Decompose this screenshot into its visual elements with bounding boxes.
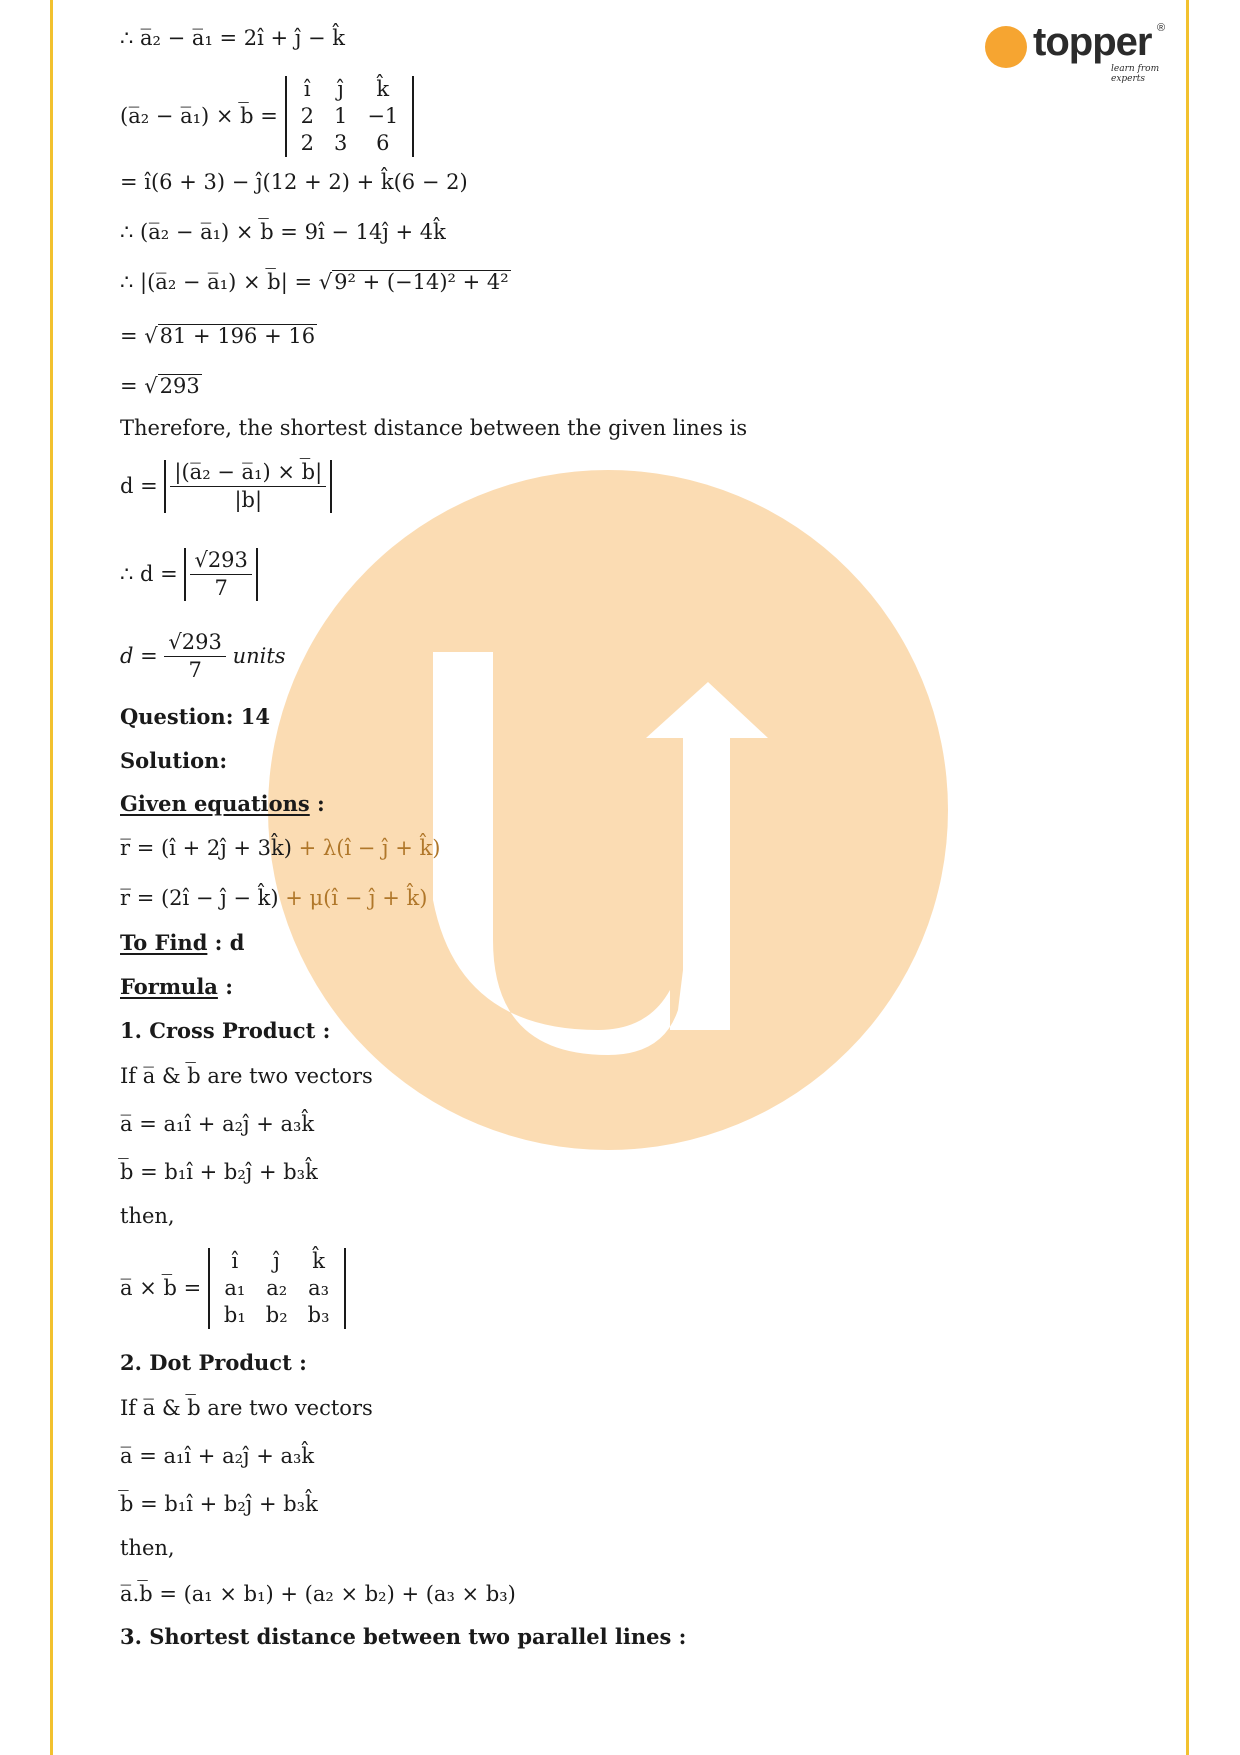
fraction-denominator: |b̅| — [234, 488, 263, 512]
root-prefix: = √ — [120, 374, 158, 398]
logo-badge-icon — [985, 26, 1027, 68]
equation-sum — [120, 324, 317, 347]
logo-registered-mark: ® — [1157, 22, 1166, 34]
det-cell: î — [231, 1249, 239, 1273]
cross-lhs: (a̅₂ − a̅₁) × b̅ = — [120, 104, 278, 128]
det-cell: k̂ — [312, 1249, 325, 1273]
solution-heading: Solution: — [120, 748, 228, 773]
dot-product-intro: If a̅ & b̅ are two vectors — [120, 1396, 373, 1420]
equation-diff-a: ∴ a̅₂ − a̅₁ = 2î + ĵ − k̂ — [120, 26, 346, 50]
given-label: Given equations — [120, 791, 310, 816]
cross-product-determinant — [120, 1248, 346, 1329]
det-cell: 3 — [333, 131, 348, 155]
to-find-label: To Find — [120, 930, 208, 955]
to-find-heading — [120, 932, 244, 953]
distance-lhs: d = — [120, 474, 158, 498]
det-cell: −1 — [367, 104, 399, 128]
cross-product-heading: 1. Cross Product : — [120, 1018, 331, 1043]
dot-product-formula: a̅.b̅ = (a₁ × b₁) + (a₂ × b₂) + (a₃ × b₃) — [120, 1582, 516, 1606]
line2-point: r̅ = (2î − ĵ − k̂) — [120, 886, 279, 910]
watermark-logo-icon — [268, 470, 948, 1150]
det-cell: 2 — [300, 104, 314, 128]
det-cell: b₂ — [265, 1303, 288, 1327]
equation-distance-value — [120, 548, 258, 601]
fraction-numerator: √293 — [164, 632, 225, 657]
equation-line-1 — [120, 838, 440, 859]
abs-bracket — [184, 548, 257, 601]
dot-product-heading: 2. Dot Product : — [120, 1350, 307, 1375]
det-cell: b₃ — [307, 1303, 330, 1327]
cross-then: then, — [120, 1204, 175, 1228]
line2-direction: + μ(î − ĵ + k̂) — [278, 886, 428, 910]
units-label: units — [232, 644, 286, 668]
cross-vector-b: b̅ = b₁î + b₂ĵ + b₃k̂ — [120, 1160, 318, 1184]
equation-cross-determinant — [120, 76, 414, 157]
det-cell: 1 — [333, 104, 348, 128]
dot-vector-a: a̅ = a₁î + a₂ĵ + a₃k̂ — [120, 1444, 315, 1468]
equation-distance-formula — [120, 460, 332, 513]
formula-colon: : — [217, 974, 233, 999]
dot-then: then, — [120, 1536, 175, 1560]
to-find-value: : d — [207, 930, 245, 955]
fraction — [170, 462, 326, 511]
sum-prefix: = √ — [120, 324, 158, 348]
det-cell: 6 — [376, 131, 390, 155]
cross-vector-a: a̅ = a₁î + a₂ĵ + a₃k̂ — [120, 1112, 315, 1136]
fraction-denominator: 7 — [214, 576, 228, 600]
question-number: Question: 14 — [120, 704, 270, 729]
abs-bracket — [164, 460, 332, 513]
equation-cross-result: ∴ (a̅₂ − a̅₁) × b̅ = 9î − 14ĵ + 4k̂ — [120, 220, 446, 244]
det-cell: 2 — [300, 131, 314, 155]
det-cell: ĵ — [337, 77, 344, 101]
equation-root — [120, 374, 202, 397]
det-cell: a₁ — [224, 1276, 246, 1300]
logo-tagline: learn from experts — [1111, 64, 1160, 84]
given-colon: : — [309, 791, 325, 816]
units-lhs: d = — [120, 644, 158, 668]
cross-general-lhs: a̅ × b̅ = — [120, 1276, 202, 1300]
equation-magnitude — [120, 270, 511, 293]
given-equations-heading — [120, 793, 325, 814]
topper-logo — [985, 20, 1166, 84]
page-border-left — [50, 0, 53, 1755]
formula-heading — [120, 976, 233, 997]
text-therefore: Therefore, the shortest distance between the given lines is — [120, 416, 748, 440]
equation-distance-units — [120, 632, 286, 681]
page-border-right — [1186, 0, 1189, 1755]
logo-text: topper — [1033, 20, 1152, 64]
equation-line-2 — [120, 888, 427, 909]
cross-product-intro: If a̅ & b̅ are two vectors — [120, 1064, 373, 1088]
det-cell: a₃ — [308, 1276, 330, 1300]
det-cell: a₂ — [266, 1276, 288, 1300]
fraction — [190, 550, 251, 599]
det-cell: k̂ — [376, 77, 390, 101]
shortest-distance-heading: 3. Shortest distance between two parallel lines : — [120, 1624, 687, 1649]
formula-label: Formula — [120, 974, 218, 999]
distance-value-lhs: ∴ d = — [120, 562, 178, 586]
root-radicand: 293 — [159, 374, 200, 398]
det-cell: b₁ — [223, 1303, 246, 1327]
determinant-matrix — [208, 1248, 346, 1329]
fraction-numerator: |(a̅₂ − a̅₁) × b̅| — [170, 462, 326, 487]
magnitude-lhs: ∴ |(a̅₂ − a̅₁) × b̅| = √ — [120, 270, 333, 294]
dot-vector-b: b̅ = b₁î + b₂ĵ + b₃k̂ — [120, 1492, 318, 1516]
fraction-numerator: √293 — [190, 550, 251, 575]
det-cell: î — [303, 77, 311, 101]
magnitude-radicand: 9² + (−14)² + 4² — [334, 270, 509, 294]
det-cell: ĵ — [273, 1249, 280, 1273]
fraction — [164, 632, 225, 681]
line1-point: r̅ = (î + 2ĵ + 3k̂) — [120, 836, 292, 860]
sum-radicand: 81 + 196 + 16 — [159, 324, 316, 348]
fraction-denominator: 7 — [188, 658, 202, 682]
determinant-matrix — [285, 76, 415, 157]
equation-expand: = î(6 + 3) − ĵ(12 + 2) + k̂(6 − 2) — [120, 170, 468, 194]
line1-direction: + λ(î − ĵ + k̂) — [291, 836, 441, 860]
